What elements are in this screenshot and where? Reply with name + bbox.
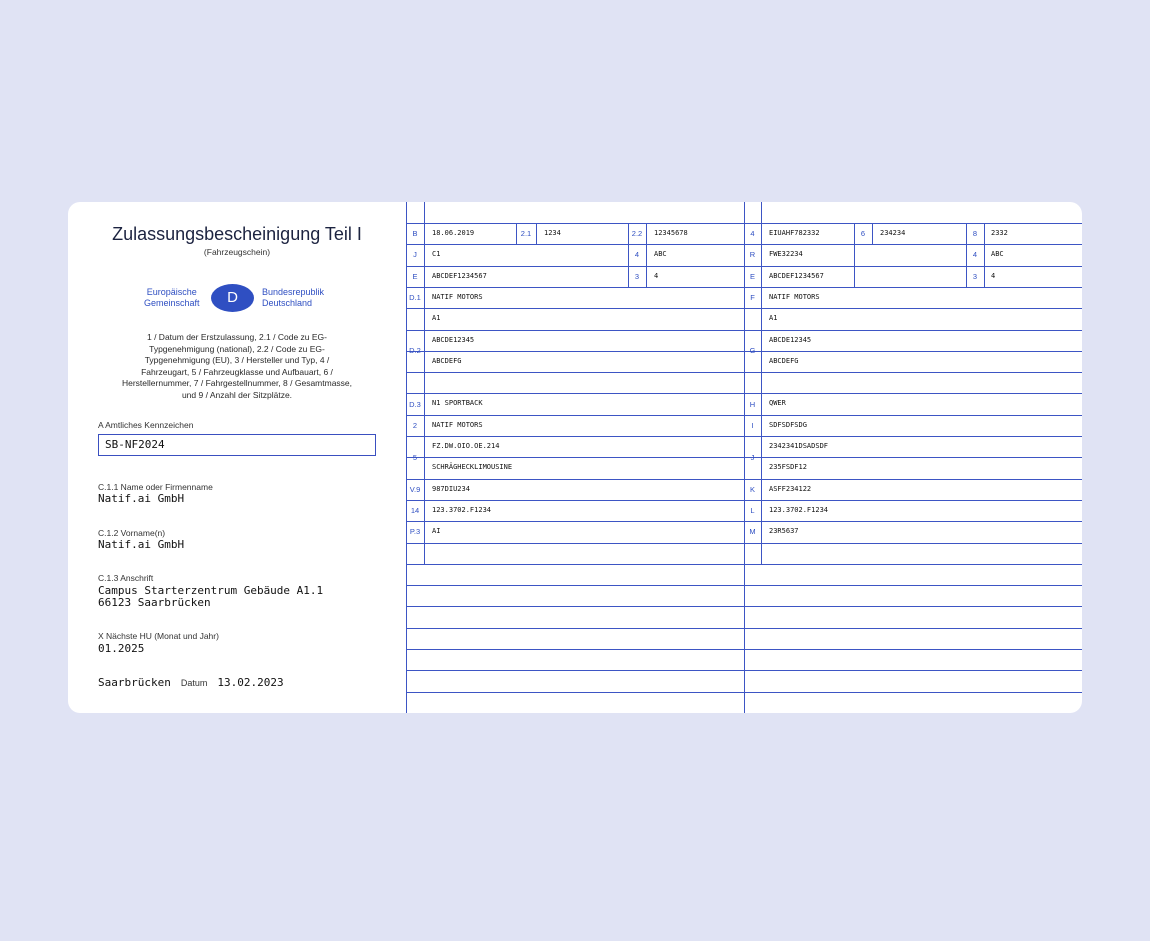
field-value: N1 SPORTBACK — [432, 399, 483, 408]
field-value: QWER — [769, 399, 786, 408]
field-value: ABC — [654, 250, 667, 259]
field-code: V.9 — [409, 484, 421, 494]
field-value: 123.3702.F1234 — [769, 505, 829, 514]
grid-column-line — [872, 223, 873, 244]
city-value: Saarbrücken — [98, 676, 171, 689]
date-label: Datum — [180, 678, 208, 688]
field-value: 123.3702.F1234 — [432, 505, 492, 514]
field-code: L — [750, 506, 755, 516]
address-line2: 66123 Saarbrücken — [98, 596, 211, 609]
field-code: P.3 — [409, 527, 421, 537]
field-value: ABCDEFG — [432, 356, 462, 365]
field-value: 18.06.2019 — [432, 229, 475, 237]
field-value: 2332 — [991, 229, 1008, 237]
field-value: SCHRÄGHECKLIMOUSINE — [432, 463, 513, 472]
country-label-line1: Bundesrepublik — [262, 287, 325, 297]
field-value: 4 — [654, 271, 659, 280]
name-label: C.1.1 Name oder Firmenname — [98, 482, 213, 492]
field-value: 1234 — [544, 229, 561, 237]
country-label-line2: Deutschland — [262, 298, 313, 308]
field-code: J — [750, 452, 755, 462]
name-value: Natif.ai GmbH — [98, 492, 185, 505]
field-code: G — [749, 346, 756, 356]
field-value: AI — [432, 527, 441, 536]
field-code: E — [412, 271, 418, 281]
field-value: ABCDEF1234567 — [769, 271, 824, 280]
eu-label-line1: Europäische — [146, 287, 197, 297]
field-value: NATIF MOTORS — [769, 292, 820, 301]
field-value: EIUAHF782332 — [769, 229, 820, 237]
field-value: ABCDEFG — [769, 356, 799, 365]
field-code: E — [749, 271, 755, 281]
date-value: 13.02.2023 — [217, 676, 284, 689]
field-code: M — [749, 527, 756, 537]
grid-column-line — [984, 223, 985, 287]
field-value: SDFSDFSDG — [769, 420, 807, 429]
field-code: H — [749, 399, 756, 409]
field-code: D.1 — [409, 293, 421, 303]
document-header-panel — [68, 202, 406, 713]
grid-column-line — [424, 202, 425, 564]
field-code: 4 — [750, 229, 755, 239]
field-legend-note: 1 / Datum der Erstzulassung, 2.1 / Code zu EG-Typgenehmigung (national), 2.2 / Code zu EG-Typgenehmigung (EU), 3 / Hersteller und Typ, 4 / Fahrzeugart, 5 / Fahrzeugklasse und Aufbauart, 6 / Herstellernummer, 7 / Fahrgestellnummer, 8 / Gesamtmasse, und 9 / Anzahl der Sitzplätze. — [121, 332, 353, 400]
address-label: C.1.3 Anschrift — [98, 573, 154, 583]
country-code-badge: D — [211, 284, 254, 312]
field-code: 2 — [412, 420, 418, 430]
field-value: NATIF MOTORS — [432, 292, 483, 301]
document-title: Zulassungsbescheinigung Teil I — [112, 224, 362, 244]
field-code: 14 — [410, 506, 420, 516]
registration-document — [68, 202, 1082, 713]
signature-line — [98, 677, 284, 689]
field-value: ABC — [991, 250, 1004, 259]
field-code: 4 — [972, 250, 978, 260]
grid-column-line — [646, 223, 647, 287]
field-value: FWE32234 — [769, 250, 803, 259]
grid-column-line — [536, 223, 537, 244]
field-code: B — [412, 229, 418, 239]
field-value: NATIF MOTORS — [432, 420, 483, 429]
field-code: K — [749, 484, 755, 494]
firstname-label: C.1.2 Vorname(n) — [98, 528, 166, 538]
field-code: 4 — [634, 250, 640, 260]
field-code: 2.2 — [631, 229, 643, 239]
field-value: 987DIU234 — [432, 484, 470, 493]
field-value: 4 — [991, 271, 996, 280]
field-value: C1 — [432, 250, 441, 259]
hu-value: 01.2025 — [98, 642, 145, 655]
field-value: A1 — [432, 314, 441, 323]
field-code: R — [749, 250, 756, 260]
field-code: D.3 — [409, 399, 421, 409]
field-value: 234234 — [880, 229, 906, 237]
field-code: D.2 — [409, 346, 421, 356]
field-value: ABCDEF1234567 — [432, 271, 487, 280]
field-value: 235FSDF12 — [769, 463, 807, 472]
field-code: 3 — [634, 271, 640, 281]
field-value: 23R5637 — [769, 527, 799, 536]
plate-label: A Amtliches Kennzeichen — [98, 420, 194, 430]
field-code: 2.1 — [520, 229, 532, 239]
field-code: 5 — [412, 452, 418, 462]
grid-column-line — [761, 202, 762, 564]
field-value: 12345678 — [654, 229, 688, 237]
eu-label-line2: Gemeinschaft — [144, 298, 200, 308]
field-code: 8 — [972, 229, 978, 239]
field-value: ABCDE12345 — [432, 335, 475, 344]
field-code: J — [413, 250, 417, 260]
field-code: 6 — [860, 229, 866, 239]
vehicle-data-grid — [406, 202, 1082, 713]
plate-field: SB-NF2024 — [98, 434, 376, 456]
field-value: FZ.DW.OIO.OE.214 — [432, 442, 500, 450]
field-value: 2342341DSADSDF — [769, 442, 829, 450]
field-value: ABCDE12345 — [769, 335, 812, 344]
country-label — [262, 287, 324, 309]
field-code: 3 — [972, 271, 978, 281]
field-code: I — [751, 420, 754, 430]
document-subtitle: (Fahrzeugschein) — [203, 247, 271, 257]
eu-label — [144, 287, 200, 309]
hu-label: X Nächste HU (Monat und Jahr) — [98, 631, 219, 641]
firstname-value: Natif.ai GmbH — [98, 538, 185, 551]
field-value: ASFF234122 — [769, 484, 812, 493]
field-value: A1 — [769, 314, 778, 323]
field-code: F — [750, 293, 755, 303]
address-line1: Campus Starterzentrum Gebäude A1.1 — [98, 584, 324, 597]
